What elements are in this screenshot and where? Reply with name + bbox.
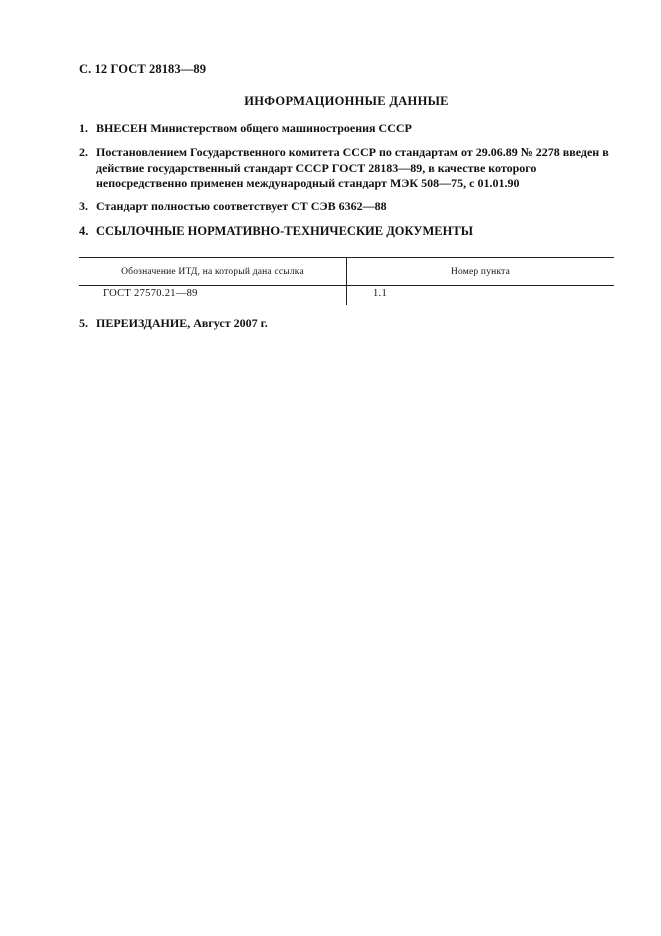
list-item-5 <box>79 316 616 332</box>
item-number: 3. <box>79 199 88 213</box>
item-text: ПЕРЕИЗДАНИЕ, Август 2007 г. <box>96 316 268 330</box>
list-item-4 <box>79 224 616 240</box>
table-header-row <box>79 258 614 286</box>
item-text: ССЫЛОЧНЫЕ НОРМАТИВНО-ТЕХНИЧЕСКИЕ ДОКУМЕНТЫ <box>96 224 473 238</box>
reference-table <box>79 257 614 305</box>
column-header-designation: Обозначение ИТД, на который дана ссылка <box>79 258 347 286</box>
item-text: Постановлением Государственного комитета СССР по стандартам от 29.06.89 № 2278 введен в действие государственный стандарт СССР ГОСТ 28183—89, в качестве которого непосредственно применен международный стандарт МЭК 508—75, с 01.01.90 <box>96 145 609 190</box>
list-item-1 <box>79 121 616 137</box>
item-number: 5. <box>79 316 88 330</box>
page-header: С. 12 ГОСТ 28183—89 <box>79 62 207 76</box>
list-item-2 <box>79 145 616 192</box>
list-item-3 <box>79 199 616 215</box>
item-number: 1. <box>79 121 88 135</box>
column-header-clause-number: Номер пункта <box>347 258 615 286</box>
item-number: 4. <box>79 224 89 238</box>
item-text: ВНЕСЕН Министерством общего машиностроения СССР <box>96 121 412 135</box>
table-cell-designation: ГОСТ 27570.21—89 <box>79 286 347 306</box>
item-text: Стандарт полностью соответствует СТ СЭВ 6362—88 <box>96 199 387 213</box>
item-number: 2. <box>79 145 88 159</box>
section-title: ИНФОРМАЦИОННЫЕ ДАННЫЕ <box>244 94 449 108</box>
table-cell-clause-number: 1.1 <box>373 288 388 299</box>
table-row <box>79 286 614 306</box>
